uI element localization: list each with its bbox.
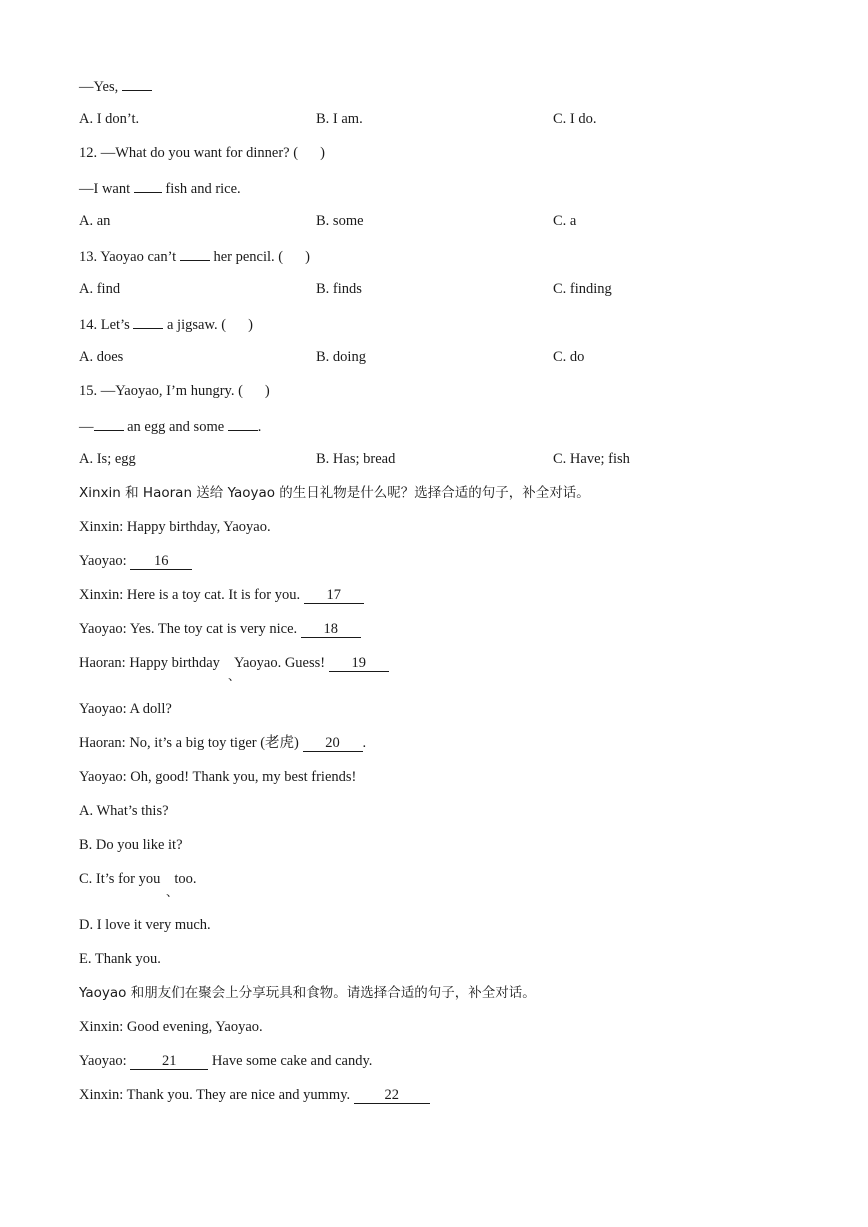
choice-option[interactable]: B. Do you like it? [79, 837, 183, 853]
dialogue-line: Xinxin: Good evening, Yaoyao. [79, 1019, 263, 1035]
dialogue-line: Yaoyao: Oh, good! Thank you, my best friends! [79, 769, 357, 785]
q15-option-b[interactable]: B. Has; bread [316, 451, 396, 467]
section-instruction: Xinxin 和 Haoran 送给 Yaoyao 的生日礼物是什么呢？选择合适的句子，补全对话。 [79, 485, 590, 501]
comma-mark: 、 [228, 669, 241, 683]
q14-option-a[interactable]: A. does [79, 349, 124, 365]
q15-answer: — an egg and some . [79, 416, 261, 436]
answer-blank[interactable] [134, 178, 162, 193]
q12-option-c[interactable]: C. a [553, 213, 577, 229]
q14-option-c[interactable]: C. do [553, 349, 585, 365]
dialogue-line: Haoran: Happy birthday Yaoyao. Guess! 19 [79, 654, 389, 672]
dialogue-line: Yaoyao: 16 [79, 552, 192, 570]
q11-answer: —Yes, [79, 76, 152, 96]
q11-option-b[interactable]: B. I am. [316, 111, 363, 127]
q14-stem: 14. Let’s a jigsaw. ( ) [79, 314, 253, 334]
comma-mark: 、 [166, 885, 179, 899]
q11-option-c[interactable]: C. I do. [553, 111, 597, 127]
q15-stem: 15. —Yaoyao, I’m hungry. ( ) [79, 383, 270, 399]
answer-blank-17[interactable]: 17 [304, 587, 364, 604]
q12-answer: —I want fish and rice. [79, 178, 241, 198]
choice-option[interactable]: E. Thank you. [79, 951, 161, 967]
answer-blank[interactable] [133, 314, 163, 329]
answer-blank[interactable] [122, 76, 152, 91]
dialogue-line: Yaoyao: Yes. The toy cat is very nice. 18 [79, 620, 361, 638]
dialogue-line: Xinxin: Here is a toy cat. It is for you. 17 [79, 586, 364, 604]
q13-option-a[interactable]: A. find [79, 281, 121, 297]
answer-blank-21[interactable]: 21 [130, 1053, 208, 1070]
answer-blank-19[interactable]: 19 [329, 655, 389, 672]
q15-option-c[interactable]: C. Have; fish [553, 451, 630, 467]
q13-stem: 13. Yaoyao can’t her pencil. ( ) [79, 246, 310, 266]
q12-stem: 12. —What do you want for dinner? ( ) [79, 145, 325, 161]
q13-option-b[interactable]: B. finds [316, 281, 362, 297]
section-instruction: Yaoyao 和朋友们在聚会上分享玩具和食物。请选择合适的句子，补全对话。 [79, 985, 536, 1001]
answer-blank[interactable] [180, 246, 210, 261]
answer-blank-20[interactable]: 20 [303, 735, 363, 752]
answer-blank-16[interactable]: 16 [130, 553, 192, 570]
q13-option-c[interactable]: C. finding [553, 281, 612, 297]
dialogue-line: Haoran: No, it’s a big toy tiger (老虎) 20 . [79, 735, 367, 751]
dialogue-line: Xinxin: Thank you. They are nice and yummy. 22 [79, 1086, 430, 1104]
choice-option[interactable]: A. What’s this? [79, 803, 169, 819]
q12-option-a[interactable]: A. an [79, 213, 111, 229]
q12-option-b[interactable]: B. some [316, 213, 364, 229]
q15-option-a[interactable]: A. Is; egg [79, 451, 136, 467]
answer-blank[interactable] [94, 416, 124, 431]
choice-option[interactable]: C. It’s for you too. [79, 871, 197, 887]
answer-blank[interactable] [228, 416, 258, 431]
q11-option-a[interactable]: A. I don’t. [79, 111, 140, 127]
q14-option-b[interactable]: B. doing [316, 349, 366, 365]
answer-blank-22[interactable]: 22 [354, 1087, 430, 1104]
choice-option[interactable]: D. I love it very much. [79, 917, 211, 933]
dialogue-line: Yaoyao: A doll? [79, 701, 172, 717]
dialogue-line: Yaoyao: 21 Have some cake and candy. [79, 1053, 373, 1069]
dialogue-line: Xinxin: Happy birthday, Yaoyao. [79, 519, 271, 535]
answer-blank-18[interactable]: 18 [301, 621, 361, 638]
